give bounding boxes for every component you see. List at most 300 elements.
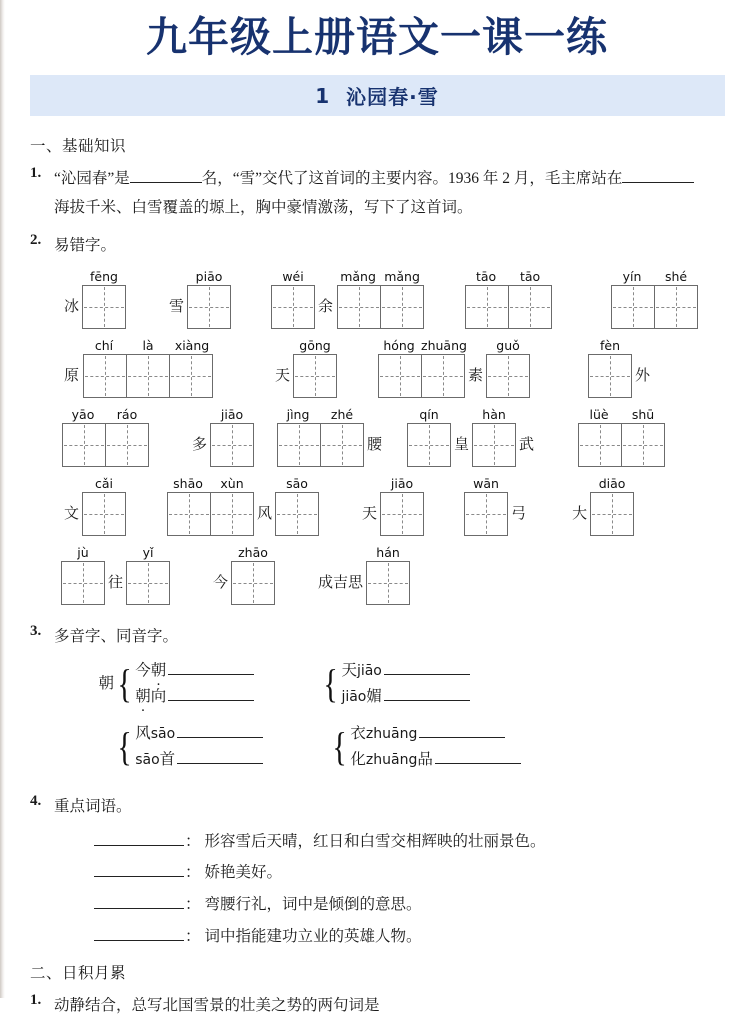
definition-row <box>94 921 727 953</box>
character-write-box[interactable] <box>210 423 254 467</box>
definition-colon: ： <box>185 864 201 882</box>
polyphone-row <box>341 684 469 710</box>
grid-box-row <box>293 354 337 398</box>
question-2-label: 易错字。 <box>54 236 117 254</box>
grid-lead-character: 今 <box>213 575 229 592</box>
character-grid-item <box>61 476 126 536</box>
section-heading-two: 二、日积月累 <box>30 964 127 982</box>
pinyin-label <box>577 407 665 423</box>
character-write-box[interactable] <box>407 423 451 467</box>
grid-cell-group <box>407 407 451 467</box>
lesson-banner <box>30 75 725 116</box>
character-grid-rows <box>54 269 727 605</box>
character-write-box[interactable] <box>210 492 254 536</box>
character-grid-item <box>472 407 537 467</box>
character-grid-item <box>577 407 665 467</box>
grid-box-row <box>590 492 634 536</box>
grid-trail-character: 往 <box>108 575 124 592</box>
polyphone-suffix: 向 <box>150 687 167 705</box>
grid-lead-character: 原 <box>64 368 80 385</box>
polyphone-suffix: 首 <box>159 750 176 768</box>
grid-cell-group <box>271 269 315 329</box>
pinyin-label <box>486 338 530 354</box>
brace-glyph: { <box>323 660 339 706</box>
pinyin-syllable: tāo <box>519 269 541 285</box>
definition-text: 词中指能建功立业的英雄人物。 <box>204 927 422 945</box>
polyphone-row <box>341 658 469 684</box>
grid-box-row <box>465 285 552 329</box>
grid-cell-group <box>293 338 337 398</box>
lesson-title: 沁园春·雪 <box>346 85 439 110</box>
grid-box-row <box>83 354 213 398</box>
grid-cell-group <box>366 545 410 605</box>
pinyin-syllable: shé <box>664 269 688 285</box>
character-write-box[interactable] <box>82 492 126 536</box>
character-write-box[interactable] <box>465 285 509 329</box>
character-grid-row <box>54 269 727 329</box>
pinyin-syllable: wān <box>473 476 499 492</box>
q1-text-b: 名，“雪”交代了这首词的主要内容。1936 年 2 月，毛主席站在 <box>201 170 623 188</box>
answer-blank[interactable] <box>384 674 470 675</box>
polyphone-marked-character: 朝 · <box>135 684 151 710</box>
key-word-definitions <box>54 826 727 953</box>
grid-trail-character: 余 <box>318 299 334 316</box>
grid-box-row <box>210 423 254 467</box>
pinyin-syllable: yín <box>622 269 642 285</box>
character-grid-item <box>210 545 275 605</box>
grid-box-row <box>61 561 105 605</box>
q1-text-a: “沁园春”是 <box>54 170 130 188</box>
character-grid-item <box>275 476 319 536</box>
character-write-box[interactable] <box>126 354 170 398</box>
answer-blank[interactable] <box>177 763 263 764</box>
definition-colon: ： <box>185 896 201 914</box>
character-write-box[interactable] <box>167 492 211 536</box>
definition-answer-blank[interactable] <box>94 845 184 846</box>
grid-lead-character: 成吉思 <box>318 575 364 592</box>
grid-cell-group <box>464 476 508 536</box>
character-grid-item <box>359 476 424 536</box>
grid-cell-group <box>166 476 254 536</box>
polyphone-line <box>94 721 727 773</box>
pinyin-label <box>231 545 275 561</box>
question-3-label: 多音字、同音字。 <box>54 628 179 646</box>
polyphone-pinyin: sāo <box>150 725 176 742</box>
pinyin-label <box>336 269 424 285</box>
character-write-box[interactable] <box>486 354 530 398</box>
character-write-box[interactable] <box>378 354 422 398</box>
pinyin-syllable: jìng <box>286 407 310 423</box>
grid-lead-character: 大 <box>572 506 588 523</box>
character-write-box[interactable] <box>169 354 213 398</box>
polyphone-prefix: 化 <box>350 750 366 768</box>
grid-cell-group <box>82 269 126 329</box>
polyphone-rows <box>135 658 254 710</box>
polyphone-row <box>350 747 520 773</box>
worksheet-content <box>5 116 749 1020</box>
lesson-number: 1 <box>315 83 331 108</box>
question-4 <box>30 793 727 953</box>
polyphone-row <box>350 721 520 747</box>
polyphone-rows <box>341 658 469 710</box>
pinyin-label <box>82 476 126 492</box>
grid-box-row <box>378 354 465 398</box>
pinyin-label <box>380 476 424 492</box>
character-grid-item <box>464 476 529 536</box>
question-3-body <box>54 623 727 784</box>
character-grid-item <box>126 545 170 605</box>
character-write-box[interactable] <box>83 354 127 398</box>
pinyin-label <box>187 269 231 285</box>
grid-cell-group <box>276 407 364 467</box>
character-write-box[interactable] <box>611 285 655 329</box>
grid-box-row <box>167 492 254 536</box>
pinyin-syllable: hóng <box>383 338 415 354</box>
polyphone-column-gap <box>254 658 300 710</box>
pinyin-syllable: qín <box>419 407 439 423</box>
grid-trail-character: 风 <box>257 506 273 523</box>
question-1 <box>30 165 727 222</box>
pinyin-label <box>464 476 508 492</box>
character-write-box[interactable] <box>61 561 105 605</box>
character-grid-row <box>54 407 727 467</box>
definition-row <box>94 826 727 858</box>
pinyin-syllable: fēng <box>90 269 118 285</box>
grid-box-row <box>231 561 275 605</box>
character-grid-row <box>54 338 727 398</box>
pinyin-label <box>275 476 319 492</box>
pinyin-label <box>126 545 170 561</box>
question-2 <box>30 232 727 615</box>
grid-box-row <box>126 561 170 605</box>
polyphone-row <box>135 747 263 773</box>
pinyin-syllable: diāo <box>598 476 626 492</box>
polyphone-pinyin: zhuāng <box>365 725 418 742</box>
polyphone-group-right <box>300 658 470 710</box>
section-heading-one: 一、基础知识 <box>30 138 127 156</box>
question-3 <box>30 623 727 784</box>
character-grid-item <box>189 407 254 467</box>
grid-lead-character: 冰 <box>64 299 80 316</box>
pinyin-label <box>464 269 552 285</box>
polyphone-prefix: 天 <box>341 661 357 679</box>
character-grid-item <box>271 269 336 329</box>
definition-colon: ： <box>185 832 201 850</box>
grid-box-row <box>380 492 424 536</box>
character-write-box[interactable] <box>590 492 634 536</box>
character-write-box[interactable] <box>126 561 170 605</box>
pinyin-label <box>166 476 254 492</box>
question-1-number: 1. <box>30 165 42 182</box>
character-write-box[interactable] <box>277 423 321 467</box>
character-grid-item <box>166 269 231 329</box>
grid-cell-group <box>187 269 231 329</box>
character-grid-item <box>407 407 472 467</box>
grid-trail-character: 素 <box>468 368 484 385</box>
definition-text: 娇艳美好。 <box>204 864 283 882</box>
definition-text: 形容雪后天晴，红日和白雪交相辉映的壮丽景色。 <box>204 832 546 850</box>
definition-text: 弯腰行礼，词中是倾倒的意思。 <box>204 896 422 914</box>
character-write-box[interactable] <box>508 285 552 329</box>
brace-glyph: { <box>332 723 347 769</box>
grid-cell-group <box>82 476 126 536</box>
polyphone-pinyin: jiāo <box>356 662 382 679</box>
definition-row <box>94 857 727 889</box>
polyphone-prefix: 衣 <box>350 724 366 742</box>
pinyin-syllable: zhé <box>330 407 354 423</box>
character-write-box[interactable] <box>380 492 424 536</box>
q1-text-c: 海拔千米、白雪覆盖的塬上，胸中豪情激荡，写下了这首词。 <box>54 198 473 216</box>
pinyin-syllable: wéi <box>282 269 304 285</box>
character-write-box[interactable] <box>62 423 106 467</box>
answer-blank[interactable] <box>384 700 470 701</box>
character-write-box[interactable] <box>271 285 315 329</box>
grid-box-row <box>187 285 231 329</box>
grid-cell-group <box>486 338 530 398</box>
grid-trail-character: 腰 <box>367 437 383 454</box>
grid-lead-character: 雪 <box>169 299 185 316</box>
character-write-box[interactable] <box>105 423 149 467</box>
pinyin-syllable: yǐ <box>142 545 154 561</box>
grid-box-row <box>464 492 508 536</box>
grid-cell-group <box>82 338 214 398</box>
pinyin-syllable: mǎng <box>340 269 376 285</box>
pinyin-syllable: xùn <box>220 476 244 492</box>
grid-cell-group <box>610 269 698 329</box>
grid-cell-group <box>275 476 319 536</box>
pinyin-syllable: gōng <box>299 338 331 354</box>
grid-cell-group <box>590 476 634 536</box>
pinyin-syllable: fèn <box>600 338 621 354</box>
pinyin-syllable: guǒ <box>496 338 520 354</box>
grid-trail-character: 弓 <box>511 506 527 523</box>
grid-trail-character: 皇 <box>454 437 470 454</box>
grid-box-row <box>275 492 319 536</box>
polyphone-suffix: 媚 <box>366 687 382 705</box>
character-write-box[interactable] <box>464 492 508 536</box>
pinyin-syllable: jiāo <box>390 476 414 492</box>
grid-cell-group <box>588 338 632 398</box>
polyphone-pinyin: jiāo <box>341 688 367 705</box>
pinyin-label <box>472 407 516 423</box>
grid-box-row <box>82 285 126 329</box>
answer-blank[interactable] <box>177 737 263 738</box>
character-grid-item <box>166 476 275 536</box>
polyphone-group-right <box>309 721 521 773</box>
pinyin-label <box>271 269 315 285</box>
character-grid-item <box>377 338 486 398</box>
polyphone-groups <box>54 658 727 773</box>
character-grid-item <box>486 338 530 398</box>
character-write-box[interactable] <box>275 492 319 536</box>
character-write-box[interactable] <box>366 561 410 605</box>
pinyin-syllable: xiàng <box>174 338 210 354</box>
character-grid-row <box>54 476 727 536</box>
pinyin-label <box>210 407 254 423</box>
pinyin-syllable: hán <box>376 545 400 561</box>
character-write-box[interactable] <box>337 285 381 329</box>
pinyin-syllable: hàn <box>482 407 506 423</box>
definition-answer-blank[interactable] <box>94 940 184 941</box>
question-3-number: 3. <box>30 623 42 640</box>
character-write-box[interactable] <box>231 561 275 605</box>
pinyin-label <box>276 407 364 423</box>
character-write-box[interactable] <box>187 285 231 329</box>
answer-blank[interactable] <box>419 737 505 738</box>
character-grid-item <box>610 269 698 329</box>
definition-answer-blank[interactable] <box>94 908 184 909</box>
q1-blank-2[interactable] <box>622 182 694 183</box>
grid-box-row <box>271 285 315 329</box>
polyphone-row <box>135 658 254 684</box>
definition-row <box>94 889 727 921</box>
polyphone-suffix: 品 <box>417 750 433 768</box>
character-grid-item <box>588 338 653 398</box>
pinyin-syllable: chí <box>94 338 114 354</box>
polyphone-rows <box>350 721 520 773</box>
answer-blank[interactable] <box>435 763 521 764</box>
question-4-label: 重点词语。 <box>54 797 132 815</box>
grid-lead-character: 多 <box>192 437 208 454</box>
grid-box-row <box>82 492 126 536</box>
grid-lead-character: 文 <box>64 506 80 523</box>
grid-box-row <box>337 285 424 329</box>
grid-box-row <box>366 561 410 605</box>
character-write-box[interactable] <box>654 285 698 329</box>
grid-cell-group <box>61 407 149 467</box>
polyphone-head-character: 朝 <box>98 674 114 692</box>
pinyin-label <box>82 338 214 354</box>
pinyin-syllable: cǎi <box>95 476 114 492</box>
pinyin-label <box>610 269 698 285</box>
character-grid-item <box>336 269 424 329</box>
pinyin-syllable: lüè <box>589 407 609 423</box>
character-grid-item <box>276 407 385 467</box>
pinyin-syllable: mǎng <box>384 269 420 285</box>
page-title: 九年级上册语文一课一练 <box>146 13 608 61</box>
grid-cell-group <box>126 545 170 605</box>
pinyin-syllable: shāo <box>173 476 203 492</box>
grid-cell-group <box>380 476 424 536</box>
question-4-body <box>54 793 727 953</box>
definition-answer-blank[interactable] <box>94 876 184 877</box>
polyphone-prefix: 风 <box>135 724 151 742</box>
character-write-box[interactable] <box>293 354 337 398</box>
definition-colon: ： <box>185 927 201 945</box>
character-write-box[interactable] <box>621 423 665 467</box>
grid-trail-character: 外 <box>635 368 651 385</box>
pinyin-syllable: là <box>142 338 154 354</box>
question-2-body <box>54 232 727 615</box>
pinyin-syllable: jù <box>77 545 89 561</box>
character-grid-row <box>54 545 727 605</box>
grid-cell-group <box>231 545 275 605</box>
pinyin-syllable: tāo <box>475 269 497 285</box>
character-write-box[interactable] <box>82 285 126 329</box>
pinyin-label <box>61 407 149 423</box>
character-write-box[interactable] <box>380 285 424 329</box>
pinyin-syllable: ráo <box>116 407 138 423</box>
polyphone-rows <box>135 721 263 773</box>
grid-box-row <box>472 423 516 467</box>
grid-cell-group <box>377 338 465 398</box>
section-two-question-1 <box>30 992 727 1020</box>
pinyin-syllable: yāo <box>71 407 95 423</box>
grid-box-row <box>588 354 632 398</box>
pinyin-label <box>588 338 632 354</box>
pinyin-label <box>377 338 465 354</box>
grid-box-row <box>407 423 451 467</box>
brace-glyph: { <box>117 723 132 769</box>
character-grid-item <box>61 269 126 329</box>
grid-box-row <box>277 423 364 467</box>
character-grid-item <box>272 338 337 398</box>
pinyin-syllable: zhuāng <box>421 338 467 354</box>
pinyin-syllable: shū <box>631 407 655 423</box>
grid-box-row <box>486 354 530 398</box>
question-2-number: 2. <box>30 231 42 248</box>
character-grid-item <box>61 407 149 467</box>
character-grid-item <box>61 338 214 398</box>
character-write-box[interactable] <box>320 423 364 467</box>
polyphone-group-left <box>94 658 254 710</box>
character-write-box[interactable] <box>578 423 622 467</box>
pinyin-label <box>61 545 105 561</box>
pinyin-syllable: sāo <box>286 476 308 492</box>
character-grid-item <box>315 545 410 605</box>
polyphone-prefix: 今 <box>135 661 151 679</box>
pinyin-label <box>590 476 634 492</box>
pinyin-label <box>407 407 451 423</box>
character-write-box[interactable] <box>588 354 632 398</box>
section-two-q1-text: 动静结合，总写北国雪景的壮美之势的两句词是 <box>54 996 380 1014</box>
question-4-number: 4. <box>30 792 42 809</box>
character-grid-item <box>464 269 552 329</box>
grid-box-row <box>578 423 665 467</box>
polyphone-column-gap <box>263 721 309 773</box>
grid-lead-character: 天 <box>362 506 378 523</box>
pinyin-label <box>366 545 410 561</box>
grid-cell-group <box>577 407 665 467</box>
section-two-q1-number: 1. <box>30 991 42 1008</box>
character-write-box[interactable] <box>472 423 516 467</box>
pinyin-syllable: jiāo <box>220 407 244 423</box>
q1-blank-1[interactable] <box>130 182 202 183</box>
pinyin-syllable: piāo <box>195 269 223 285</box>
grid-cell-group <box>472 407 516 467</box>
pinyin-label <box>82 269 126 285</box>
grid-lead-character: 天 <box>275 368 291 385</box>
brace-glyph: { <box>117 660 132 706</box>
polyphone-row <box>135 684 254 710</box>
grid-trail-character: 武 <box>519 437 535 454</box>
answer-blank[interactable] <box>168 674 254 675</box>
answer-blank[interactable] <box>168 700 254 701</box>
character-grid-item <box>61 545 126 605</box>
polyphone-row <box>135 721 263 747</box>
character-grid-item <box>569 476 634 536</box>
pinyin-label <box>293 338 337 354</box>
grid-cell-group <box>464 269 552 329</box>
question-1-body <box>54 165 727 222</box>
pinyin-syllable: zhāo <box>238 545 268 561</box>
polyphone-line <box>94 658 727 710</box>
grid-cell-group <box>210 407 254 467</box>
character-write-box[interactable] <box>421 354 465 398</box>
polyphone-pinyin: sāo <box>135 751 160 768</box>
grid-box-row <box>62 423 149 467</box>
polyphone-marked-character: 朝 · <box>151 658 167 684</box>
